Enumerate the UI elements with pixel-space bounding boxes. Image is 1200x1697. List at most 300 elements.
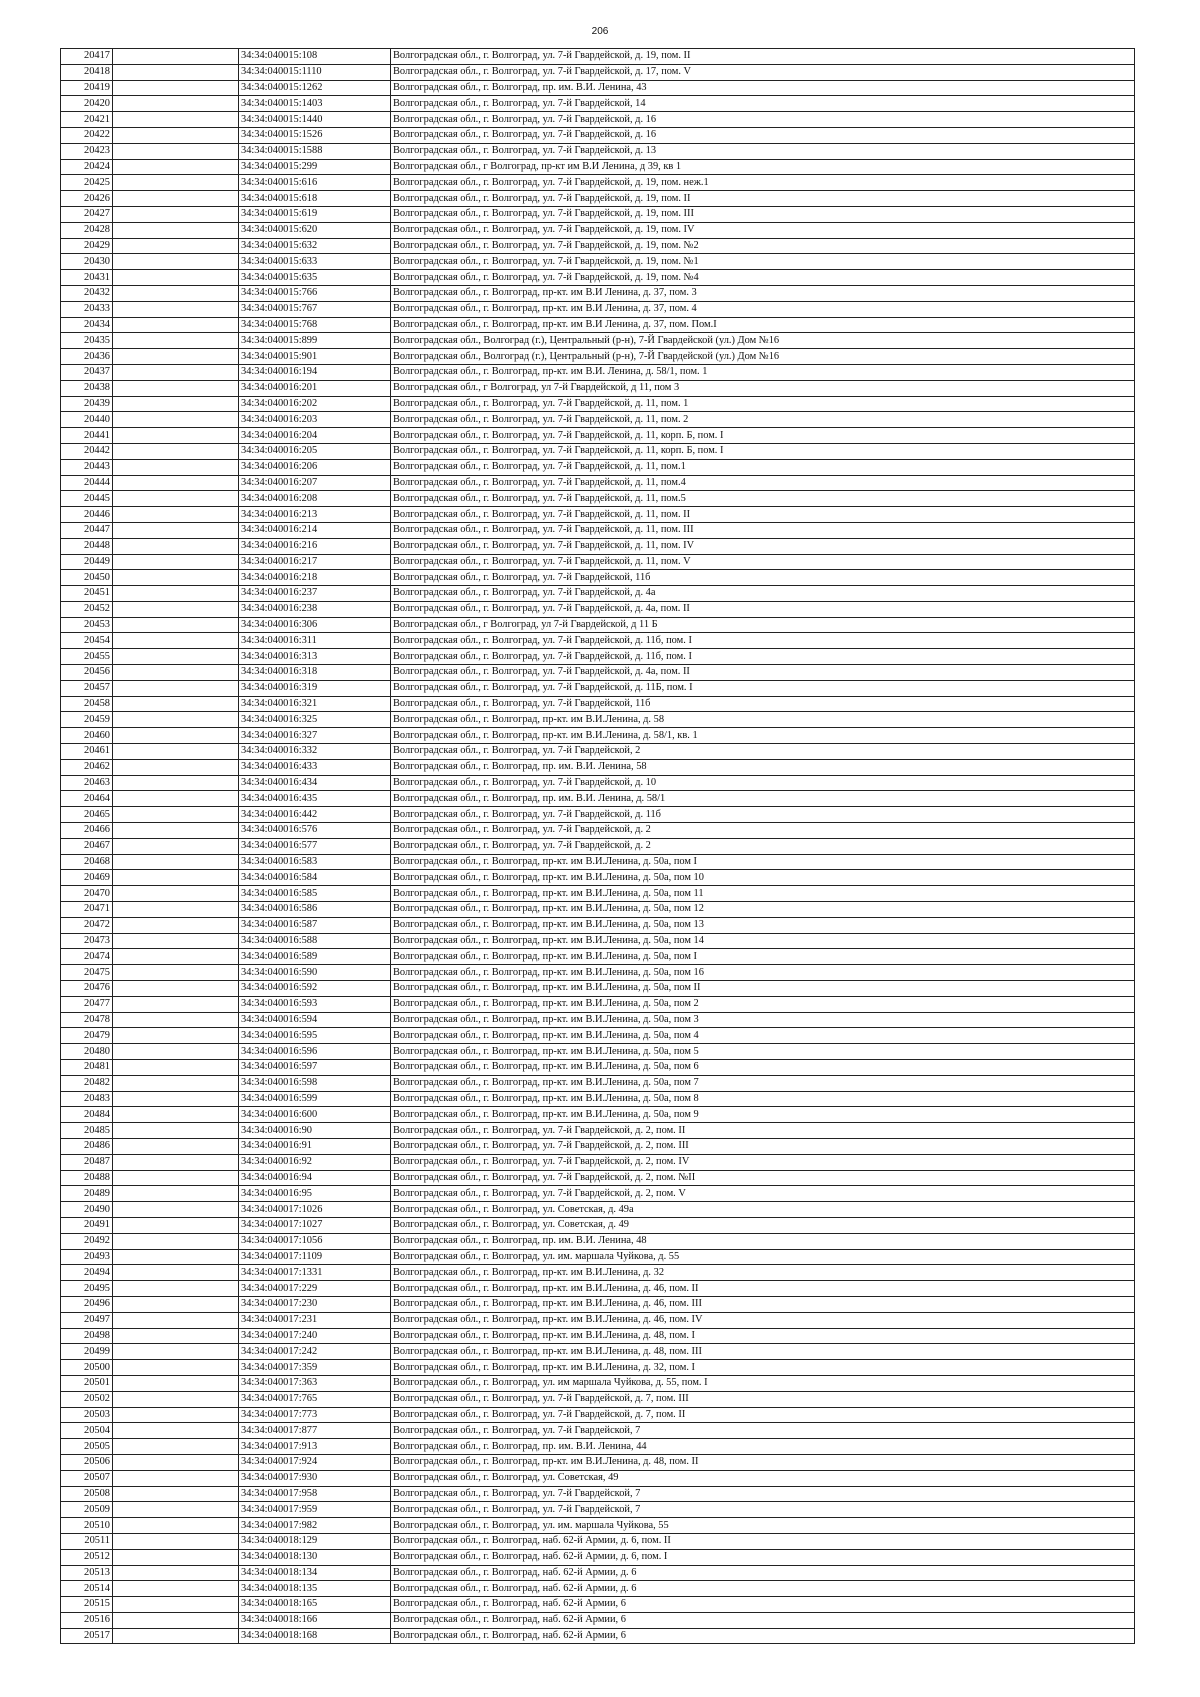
row-number: 20484 bbox=[61, 1107, 113, 1123]
blank-cell bbox=[113, 285, 239, 301]
cadastral-number: 34:34:040017:1027 bbox=[239, 1217, 391, 1233]
cadastral-number: 34:34:040017:773 bbox=[239, 1407, 391, 1423]
address: Волгоградская обл., г. Волгоград, ул. 7-й Гвардейской, д. 11, пом.1 bbox=[391, 459, 1135, 475]
cadastral-number: 34:34:040016:590 bbox=[239, 965, 391, 981]
table-row bbox=[61, 1107, 1135, 1123]
address: Волгоградская обл., г. Волгоград, наб. 62-й Армии, д. 6, пом. II bbox=[391, 1533, 1135, 1549]
table-row bbox=[61, 791, 1135, 807]
row-number: 20517 bbox=[61, 1628, 113, 1644]
address: Волгоградская обл., г. Волгоград, ул. 7-й Гвардейской, д. 11б, пом. I bbox=[391, 649, 1135, 665]
cadastral-number: 34:34:040016:194 bbox=[239, 364, 391, 380]
table-row bbox=[61, 917, 1135, 933]
address: Волгоградская обл., г. Волгоград, наб. 62-й Армии, д. 6 bbox=[391, 1565, 1135, 1581]
table-row bbox=[61, 159, 1135, 175]
row-number: 20451 bbox=[61, 586, 113, 602]
cadastral-number: 34:34:040016:583 bbox=[239, 854, 391, 870]
blank-cell bbox=[113, 1360, 239, 1376]
address: Волгоградская обл., г. Волгоград, наб. 62-й Армии, 6 bbox=[391, 1628, 1135, 1644]
table-row bbox=[61, 475, 1135, 491]
address: Волгоградская обл., г. Волгоград, пр-кт. им В.И Ленина, д. 37, пом. 3 bbox=[391, 285, 1135, 301]
cadastral-number: 34:34:040016:585 bbox=[239, 886, 391, 902]
row-number: 20506 bbox=[61, 1454, 113, 1470]
table-row bbox=[61, 1249, 1135, 1265]
table-row bbox=[61, 333, 1135, 349]
address: Волгоградская обл., г. Волгоград, пр-кт. им В.И.Ленина, д. 46, пом. IV bbox=[391, 1312, 1135, 1328]
table-row bbox=[61, 1296, 1135, 1312]
row-number: 20489 bbox=[61, 1186, 113, 1202]
table-row bbox=[61, 1186, 1135, 1202]
blank-cell bbox=[113, 917, 239, 933]
address: Волгоградская обл., г. Волгоград, ул. 7-й Гвардейской, д. 2, пом. II bbox=[391, 1123, 1135, 1139]
address: Волгоградская обл., г. Волгоград, ул. 7-й Гвардейской, д. 19, пом. №1 bbox=[391, 254, 1135, 270]
table-row bbox=[61, 823, 1135, 839]
table-row bbox=[61, 886, 1135, 902]
cadastral-number: 34:34:040015:901 bbox=[239, 349, 391, 365]
blank-cell bbox=[113, 1375, 239, 1391]
cadastral-number: 34:34:040016:238 bbox=[239, 601, 391, 617]
cadastral-number: 34:34:040016:584 bbox=[239, 870, 391, 886]
address: Волгоградская обл., г. Волгоград, ул. 7-й Гвардейской, д. 19, пом. №4 bbox=[391, 270, 1135, 286]
cadastral-number: 34:34:040018:129 bbox=[239, 1533, 391, 1549]
table-row bbox=[61, 428, 1135, 444]
address: Волгоградская обл., г. Волгоград, пр. им. В.И. Ленина, 48 bbox=[391, 1233, 1135, 1249]
row-number: 20474 bbox=[61, 949, 113, 965]
row-number: 20433 bbox=[61, 301, 113, 317]
row-number: 20511 bbox=[61, 1533, 113, 1549]
row-number: 20483 bbox=[61, 1091, 113, 1107]
cadastral-number: 34:34:040017:877 bbox=[239, 1423, 391, 1439]
blank-cell bbox=[113, 507, 239, 523]
blank-cell bbox=[113, 127, 239, 143]
address: Волгоградская обл., г. Волгоград, ул. 7-й Гвардейской, д. 19, пом. III bbox=[391, 206, 1135, 222]
address: Волгоградская обл., г. Волгоград, пр-кт. им В.И.Ленина, д. 50а, пом 8 bbox=[391, 1091, 1135, 1107]
blank-cell bbox=[113, 775, 239, 791]
cadastral-number: 34:34:040017:240 bbox=[239, 1328, 391, 1344]
blank-cell bbox=[113, 491, 239, 507]
blank-cell bbox=[113, 649, 239, 665]
cadastral-number: 34:34:040018:166 bbox=[239, 1612, 391, 1628]
table-row bbox=[61, 870, 1135, 886]
cadastral-number: 34:34:040017:242 bbox=[239, 1344, 391, 1360]
address: Волгоградская обл., г. Волгоград, ул. 7-й Гвардейской, д. 2, пом. III bbox=[391, 1138, 1135, 1154]
row-number: 20444 bbox=[61, 475, 113, 491]
blank-cell bbox=[113, 1628, 239, 1644]
table-row bbox=[61, 317, 1135, 333]
table-row bbox=[61, 1044, 1135, 1060]
row-number: 20441 bbox=[61, 428, 113, 444]
table-row bbox=[61, 1454, 1135, 1470]
table-row bbox=[61, 696, 1135, 712]
row-number: 20480 bbox=[61, 1044, 113, 1060]
cadastral-number: 34:34:040016:91 bbox=[239, 1138, 391, 1154]
row-number: 20508 bbox=[61, 1486, 113, 1502]
address: Волгоградская обл., г. Волгоград, ул. 7-й Гвардейской, д. 11Б, пом. I bbox=[391, 680, 1135, 696]
table-row bbox=[61, 491, 1135, 507]
row-number: 20436 bbox=[61, 349, 113, 365]
blank-cell bbox=[113, 270, 239, 286]
cadastral-number: 34:34:040016:313 bbox=[239, 649, 391, 665]
address: Волгоградская обл., г. Волгоград, ул. 7-й Гвардейской, д. 10 bbox=[391, 775, 1135, 791]
row-number: 20497 bbox=[61, 1312, 113, 1328]
blank-cell bbox=[113, 886, 239, 902]
cadastral-number: 34:34:040016:577 bbox=[239, 838, 391, 854]
address: Волгоградская обл., г. Волгоград, ул. 7-й Гвардейской, д. 19, пом. №2 bbox=[391, 238, 1135, 254]
address: Волгоградская обл., г. Волгоград, пр-кт. им В.И.Ленина, д. 50а, пом II bbox=[391, 981, 1135, 997]
row-number: 20443 bbox=[61, 459, 113, 475]
row-number: 20442 bbox=[61, 443, 113, 459]
cadastral-number: 34:34:040017:982 bbox=[239, 1518, 391, 1534]
blank-cell bbox=[113, 238, 239, 254]
blank-cell bbox=[113, 412, 239, 428]
cadastral-number: 34:34:040015:618 bbox=[239, 191, 391, 207]
cadastral-number: 34:34:040017:1056 bbox=[239, 1233, 391, 1249]
blank-cell bbox=[113, 49, 239, 65]
blank-cell bbox=[113, 1060, 239, 1076]
cadastral-number: 34:34:040016:598 bbox=[239, 1075, 391, 1091]
cadastral-number: 34:34:040016:311 bbox=[239, 633, 391, 649]
table-row bbox=[61, 1549, 1135, 1565]
blank-cell bbox=[113, 870, 239, 886]
table-row bbox=[61, 1486, 1135, 1502]
address: Волгоградская обл., г. Волгоград, пр-кт. им В.И.Ленина, д. 46, пом. II bbox=[391, 1281, 1135, 1297]
blank-cell bbox=[113, 1107, 239, 1123]
blank-cell bbox=[113, 80, 239, 96]
row-number: 20492 bbox=[61, 1233, 113, 1249]
address: Волгоградская обл., г. Волгоград, наб. 62-й Армии, 6 bbox=[391, 1612, 1135, 1628]
blank-cell bbox=[113, 1312, 239, 1328]
address: Волгоградская обл., г. Волгоград, ул. 7-й Гвардейской, д. 11, корп. Б, пом. I bbox=[391, 428, 1135, 444]
cadastral-number: 34:34:040016:207 bbox=[239, 475, 391, 491]
row-number: 20450 bbox=[61, 570, 113, 586]
blank-cell bbox=[113, 570, 239, 586]
row-number: 20482 bbox=[61, 1075, 113, 1091]
row-number: 20488 bbox=[61, 1170, 113, 1186]
row-number: 20468 bbox=[61, 854, 113, 870]
blank-cell bbox=[113, 823, 239, 839]
blank-cell bbox=[113, 601, 239, 617]
cadastral-number: 34:34:040016:203 bbox=[239, 412, 391, 428]
blank-cell bbox=[113, 175, 239, 191]
cadastral-number: 34:34:040016:599 bbox=[239, 1091, 391, 1107]
cadastral-number: 34:34:040017:958 bbox=[239, 1486, 391, 1502]
table-row bbox=[61, 380, 1135, 396]
blank-cell bbox=[113, 949, 239, 965]
table-row bbox=[61, 1328, 1135, 1344]
cadastral-number: 34:34:040017:1331 bbox=[239, 1265, 391, 1281]
table-row bbox=[61, 902, 1135, 918]
blank-cell bbox=[113, 1281, 239, 1297]
blank-cell bbox=[113, 807, 239, 823]
cadastral-number: 34:34:040016:596 bbox=[239, 1044, 391, 1060]
row-number: 20472 bbox=[61, 917, 113, 933]
table-row bbox=[61, 1170, 1135, 1186]
row-number: 20494 bbox=[61, 1265, 113, 1281]
blank-cell bbox=[113, 254, 239, 270]
address: Волгоградская обл., г. Волгоград, ул. 7-й Гвардейской, д. 19, пом. II bbox=[391, 191, 1135, 207]
address: Волгоградская обл., г. Волгоград, ул. 7-й Гвардейской, д. 11, пом.4 bbox=[391, 475, 1135, 491]
cadastral-number: 34:34:040016:321 bbox=[239, 696, 391, 712]
blank-cell bbox=[113, 1296, 239, 1312]
blank-cell bbox=[113, 143, 239, 159]
cadastral-number: 34:34:040016:434 bbox=[239, 775, 391, 791]
cadastral-number: 34:34:040016:206 bbox=[239, 459, 391, 475]
blank-cell bbox=[113, 744, 239, 760]
table-row bbox=[61, 49, 1135, 65]
cadastral-number: 34:34:040016:201 bbox=[239, 380, 391, 396]
row-number: 20478 bbox=[61, 1012, 113, 1028]
table-row bbox=[61, 1470, 1135, 1486]
cadastral-number: 34:34:040015:299 bbox=[239, 159, 391, 175]
row-number: 20469 bbox=[61, 870, 113, 886]
row-number: 20473 bbox=[61, 933, 113, 949]
address: Волгоградская обл., Волгоград (г.), Центральный (р-н), 7-Й Гвардейской (ул.) Дом №16 bbox=[391, 333, 1135, 349]
table-row bbox=[61, 1375, 1135, 1391]
blank-cell bbox=[113, 981, 239, 997]
row-number: 20485 bbox=[61, 1123, 113, 1139]
table-row bbox=[61, 1581, 1135, 1597]
blank-cell bbox=[113, 586, 239, 602]
cadastral-number: 34:34:040016:202 bbox=[239, 396, 391, 412]
cadastral-number: 34:34:040017:913 bbox=[239, 1439, 391, 1455]
blank-cell bbox=[113, 1028, 239, 1044]
address: Волгоградская обл., г. Волгоград, ул. 7-й Гвардейской, д. 11, пом. 1 bbox=[391, 396, 1135, 412]
blank-cell bbox=[113, 317, 239, 333]
table-row bbox=[61, 396, 1135, 412]
row-number: 20453 bbox=[61, 617, 113, 633]
blank-cell bbox=[113, 1454, 239, 1470]
table-row bbox=[61, 127, 1135, 143]
address: Волгоградская обл., г. Волгоград, пр-кт. им В.И.Ленина, д. 48, пом. II bbox=[391, 1454, 1135, 1470]
cadastral-number: 34:34:040016:435 bbox=[239, 791, 391, 807]
blank-cell bbox=[113, 554, 239, 570]
address: Волгоградская обл., г. Волгоград, ул. 7-й Гвардейской, д. 19, пом. IV bbox=[391, 222, 1135, 238]
table-row bbox=[61, 1012, 1135, 1028]
blank-cell bbox=[113, 522, 239, 538]
cadastral-number: 34:34:040015:1440 bbox=[239, 112, 391, 128]
cadastral-number: 34:34:040017:930 bbox=[239, 1470, 391, 1486]
address: Волгоградская обл., г. Волгоград, наб. 62-й Армии, д. 6, пом. I bbox=[391, 1549, 1135, 1565]
cadastral-number: 34:34:040017:359 bbox=[239, 1360, 391, 1376]
row-number: 20462 bbox=[61, 759, 113, 775]
table-row bbox=[61, 1533, 1135, 1549]
cadastral-number: 34:34:040016:205 bbox=[239, 443, 391, 459]
blank-cell bbox=[113, 696, 239, 712]
blank-cell bbox=[113, 222, 239, 238]
blank-cell bbox=[113, 1075, 239, 1091]
row-number: 20445 bbox=[61, 491, 113, 507]
address: Волгоградская обл., г. Волгоград, пр. им. В.И. Ленина, 58 bbox=[391, 759, 1135, 775]
cadastral-number: 34:34:040018:130 bbox=[239, 1549, 391, 1565]
row-number: 20421 bbox=[61, 112, 113, 128]
row-number: 20493 bbox=[61, 1249, 113, 1265]
address: Волгоградская обл., г. Волгоград, пр-кт. им В.И.Ленина, д. 50а, пом 5 bbox=[391, 1044, 1135, 1060]
address: Волгоградская обл., г. Волгоград, пр-кт. им В.И Ленина, д. 37, пом. 4 bbox=[391, 301, 1135, 317]
row-number: 20505 bbox=[61, 1439, 113, 1455]
cadastral-number: 34:34:040015:767 bbox=[239, 301, 391, 317]
cadastral-number: 34:34:040016:94 bbox=[239, 1170, 391, 1186]
cadastral-number: 34:34:040016:237 bbox=[239, 586, 391, 602]
address: Волгоградская обл., Волгоград (г.), Центральный (р-н), 7-Й Гвардейской (ул.) Дом №16 bbox=[391, 349, 1135, 365]
blank-cell bbox=[113, 838, 239, 854]
row-number: 20513 bbox=[61, 1565, 113, 1581]
cadastral-number: 34:34:040016:593 bbox=[239, 996, 391, 1012]
address: Волгоградская обл., г. Волгоград, ул. 7-й Гвардейской, д. 16 bbox=[391, 127, 1135, 143]
row-number: 20496 bbox=[61, 1296, 113, 1312]
blank-cell bbox=[113, 633, 239, 649]
cadastral-number: 34:34:040016:319 bbox=[239, 680, 391, 696]
table-row bbox=[61, 554, 1135, 570]
table-row bbox=[61, 1407, 1135, 1423]
blank-cell bbox=[113, 1328, 239, 1344]
row-number: 20458 bbox=[61, 696, 113, 712]
row-number: 20502 bbox=[61, 1391, 113, 1407]
cadastral-number: 34:34:040016:214 bbox=[239, 522, 391, 538]
address: Волгоградская обл., г. Волгоград, ул. им маршала Чуйкова, д. 55, пом. I bbox=[391, 1375, 1135, 1391]
cadastral-number: 34:34:040016:208 bbox=[239, 491, 391, 507]
row-number: 20475 bbox=[61, 965, 113, 981]
blank-cell bbox=[113, 1091, 239, 1107]
address: Волгоградская обл., г. Волгоград, ул. 7-й Гвардейской, д. 16 bbox=[391, 112, 1135, 128]
cadastral-number: 34:34:040016:213 bbox=[239, 507, 391, 523]
blank-cell bbox=[113, 965, 239, 981]
row-number: 20504 bbox=[61, 1423, 113, 1439]
address: Волгоградская обл., г. Волгоград, ул. 7-й Гвардейской, д. 11, пом. V bbox=[391, 554, 1135, 570]
address: Волгоградская обл., г. Волгоград, ул. 7-й Гвардейской, д. 7, пом. II bbox=[391, 1407, 1135, 1423]
table-row bbox=[61, 1344, 1135, 1360]
blank-cell bbox=[113, 1154, 239, 1170]
row-number: 20418 bbox=[61, 64, 113, 80]
row-number: 20424 bbox=[61, 159, 113, 175]
address: Волгоградская обл., г. Волгоград, пр-кт. им В.И.Ленина, д. 50а, пом I bbox=[391, 854, 1135, 870]
cadastral-number: 34:34:040016:595 bbox=[239, 1028, 391, 1044]
blank-cell bbox=[113, 112, 239, 128]
cadastral-number: 34:34:040016:90 bbox=[239, 1123, 391, 1139]
cadastral-number: 34:34:040016:327 bbox=[239, 728, 391, 744]
address: Волгоградская обл., г. Волгоград, ул. 7-й Гвардейской, 11б bbox=[391, 570, 1135, 586]
address: Волгоградская обл., г. Волгоград, ул. Советская, 49 bbox=[391, 1470, 1135, 1486]
address: Волгоградская обл., г. Волгоград, пр. им. В.И. Ленина, 44 bbox=[391, 1439, 1135, 1455]
table-row bbox=[61, 1138, 1135, 1154]
blank-cell bbox=[113, 1518, 239, 1534]
row-number: 20459 bbox=[61, 712, 113, 728]
address: Волгоградская обл., г. Волгоград, ул. 7-й Гвардейской, д. 2, пом. №II bbox=[391, 1170, 1135, 1186]
row-number: 20446 bbox=[61, 507, 113, 523]
row-number: 20422 bbox=[61, 127, 113, 143]
address: Волгоградская обл., г. Волгоград, наб. 62-й Армии, 6 bbox=[391, 1597, 1135, 1613]
table-row bbox=[61, 1502, 1135, 1518]
address: Волгоградская обл., г. Волгоград, ул. 7-й Гвардейской, д. 11, корп. Б, пом. I bbox=[391, 443, 1135, 459]
table-row bbox=[61, 175, 1135, 191]
address: Волгоградская обл., г. Волгоград, пр-кт. им В.И.Ленина, д. 50а, пом 16 bbox=[391, 965, 1135, 981]
blank-cell bbox=[113, 1549, 239, 1565]
blank-cell bbox=[113, 791, 239, 807]
address: Волгоградская обл., г. Волгоград, ул. им. маршала Чуйкова, д. 55 bbox=[391, 1249, 1135, 1265]
cadastral-number: 34:34:040017:231 bbox=[239, 1312, 391, 1328]
address: Волгоградская обл., г. Волгоград, пр-кт. им В.И.Ленина, д. 46, пом. III bbox=[391, 1296, 1135, 1312]
cadastral-number: 34:34:040017:924 bbox=[239, 1454, 391, 1470]
cadastral-number: 34:34:040017:765 bbox=[239, 1391, 391, 1407]
cadastral-number: 34:34:040015:1110 bbox=[239, 64, 391, 80]
address: Волгоградская обл., г. Волгоград, ул. 7-й Гвардейской, д. 2, пом. V bbox=[391, 1186, 1135, 1202]
table-row bbox=[61, 728, 1135, 744]
row-number: 20460 bbox=[61, 728, 113, 744]
address: Волгоградская обл., г. Волгоград, пр-кт. им В.И.Ленина, д. 58/1, кв. 1 bbox=[391, 728, 1135, 744]
address: Волгоградская обл., г. Волгоград, ул. 7-й Гвардейской, д. 11, пом. 2 bbox=[391, 412, 1135, 428]
blank-cell bbox=[113, 1265, 239, 1281]
row-number: 20499 bbox=[61, 1344, 113, 1360]
cadastral-number: 34:34:040016:306 bbox=[239, 617, 391, 633]
table-row bbox=[61, 933, 1135, 949]
table-row bbox=[61, 1123, 1135, 1139]
table-row bbox=[61, 965, 1135, 981]
blank-cell bbox=[113, 1565, 239, 1581]
row-number: 20440 bbox=[61, 412, 113, 428]
row-number: 20447 bbox=[61, 522, 113, 538]
row-number: 20417 bbox=[61, 49, 113, 65]
cadastral-number: 34:34:040016:600 bbox=[239, 1107, 391, 1123]
address: Волгоградская обл., г. Волгоград, ул. 7-й Гвардейской, д. 11б, пом. I bbox=[391, 633, 1135, 649]
address: Волгоградская обл., г. Волгоград, пр. им. В.И. Ленина, 43 bbox=[391, 80, 1135, 96]
table-row bbox=[61, 1360, 1135, 1376]
cadastral-number: 34:34:040015:632 bbox=[239, 238, 391, 254]
address: Волгоградская обл., г. Волгоград, пр-кт. им В.И.Ленина, д. 48, пом. I bbox=[391, 1328, 1135, 1344]
cadastral-number: 34:34:040016:217 bbox=[239, 554, 391, 570]
blank-cell bbox=[113, 665, 239, 681]
blank-cell bbox=[113, 1186, 239, 1202]
blank-cell bbox=[113, 996, 239, 1012]
table-row bbox=[61, 64, 1135, 80]
blank-cell bbox=[113, 1202, 239, 1218]
table-row bbox=[61, 759, 1135, 775]
row-number: 20498 bbox=[61, 1328, 113, 1344]
row-number: 20501 bbox=[61, 1375, 113, 1391]
cadastral-number: 34:34:040017:230 bbox=[239, 1296, 391, 1312]
address: Волгоградская обл., г. Волгоград, ул. 7-й Гвардейской, 7 bbox=[391, 1502, 1135, 1518]
row-number: 20514 bbox=[61, 1581, 113, 1597]
address: Волгоградская обл., г. Волгоград, пр-кт. им В.И.Ленина, д. 50а, пом 2 bbox=[391, 996, 1135, 1012]
row-number: 20461 bbox=[61, 744, 113, 760]
blank-cell bbox=[113, 1012, 239, 1028]
address: Волгоградская обл., г. Волгоград, ул. 7-й Гвардейской, 11б bbox=[391, 696, 1135, 712]
blank-cell bbox=[113, 1344, 239, 1360]
cadastral-number: 34:34:040016:216 bbox=[239, 538, 391, 554]
address: Волгоградская обл., г. Волгоград, ул. 7-й Гвардейской, д. 17, пом. V bbox=[391, 64, 1135, 80]
table-row bbox=[61, 1154, 1135, 1170]
table-row bbox=[61, 1075, 1135, 1091]
blank-cell bbox=[113, 1249, 239, 1265]
row-number: 20490 bbox=[61, 1202, 113, 1218]
blank-cell bbox=[113, 728, 239, 744]
row-number: 20479 bbox=[61, 1028, 113, 1044]
table-row bbox=[61, 586, 1135, 602]
cadastral-number: 34:34:040018:168 bbox=[239, 1628, 391, 1644]
cadastral-number: 34:34:040015:633 bbox=[239, 254, 391, 270]
table-row bbox=[61, 459, 1135, 475]
address: Волгоградская обл., г Волгоград, пр-кт им В.И Ленина, д 39, кв 1 bbox=[391, 159, 1135, 175]
blank-cell bbox=[113, 191, 239, 207]
row-number: 20465 bbox=[61, 807, 113, 823]
address: Волгоградская обл., г. Волгоград, пр-кт. им В.И.Ленина, д. 50а, пом 9 bbox=[391, 1107, 1135, 1123]
row-number: 20423 bbox=[61, 143, 113, 159]
table-row bbox=[61, 570, 1135, 586]
address: Волгоградская обл., г Волгоград, ул 7-й Гвардейской, д 11, пом 3 bbox=[391, 380, 1135, 396]
blank-cell bbox=[113, 680, 239, 696]
table-row bbox=[61, 1423, 1135, 1439]
row-number: 20512 bbox=[61, 1549, 113, 1565]
table-row bbox=[61, 522, 1135, 538]
blank-cell bbox=[113, 459, 239, 475]
row-number: 20487 bbox=[61, 1154, 113, 1170]
